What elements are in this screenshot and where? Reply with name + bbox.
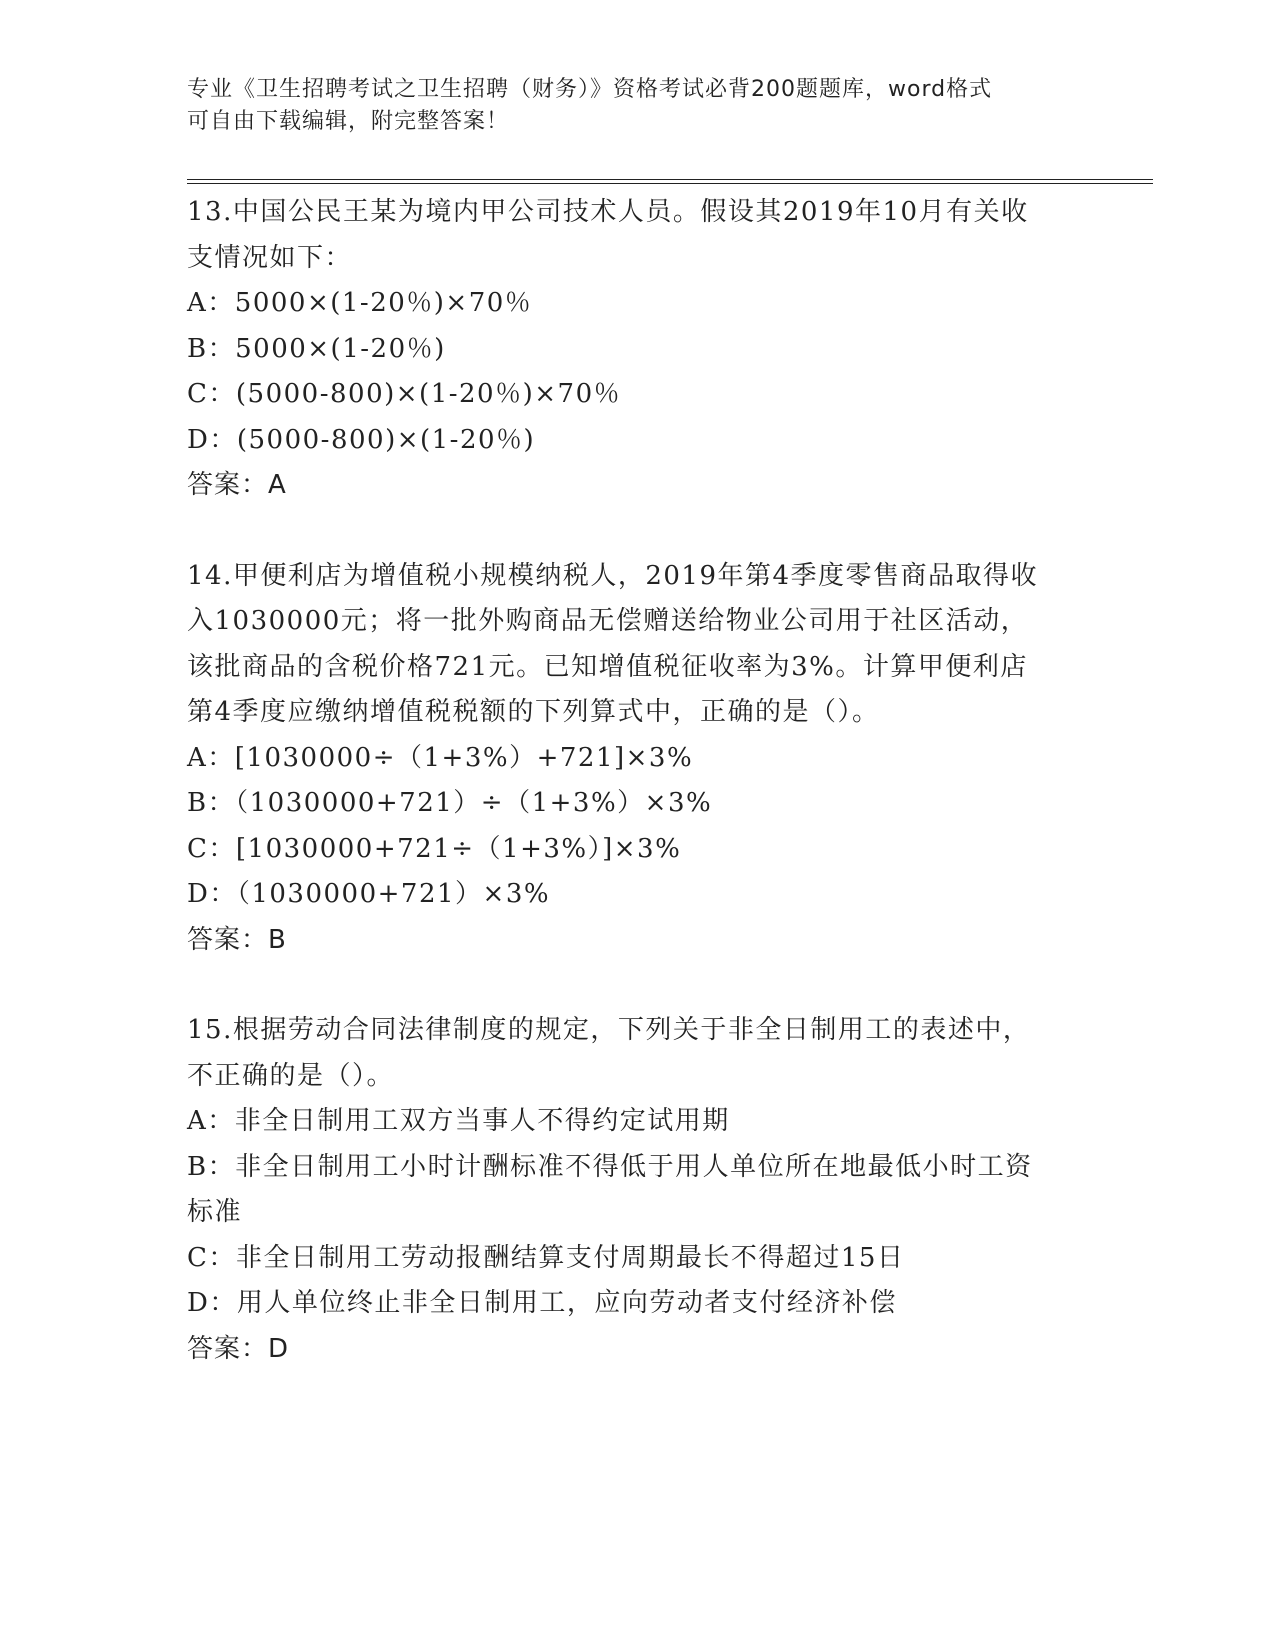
option-a: A：非全日制用工双方当事人不得约定试用期 [187,1106,730,1136]
questions-list [187,190,1087,1417]
option-b-continued: 标准 [187,1197,243,1227]
option-d: D：用人单位终止非全日制用工，应向劳动者支付经济补偿 [187,1288,897,1318]
option-b: B：（1030000+721）÷（1+3%）×3% [187,788,713,818]
question-stem-line: 14.甲便利店为增值税小规模纳税人，2019年第4季度零售商品取得收 [187,560,1039,591]
option-d: D：（1030000+721）×3% [187,879,551,909]
header-line-1: 专业《卫生招聘考试之卫生招聘（财务）》资格考试必背200题题库，word格式 [187,77,993,102]
option-b: B：5000×(1-20％) [187,333,446,364]
document-header [187,74,1087,138]
option-a: A：5000×(1-20％)×70％ [187,288,533,318]
answer: 答案：B [187,924,287,955]
option-c: C：非全日制用工劳动报酬结算支付周期最长不得超过15日 [187,1242,905,1273]
question-stem-line: 入1030000元；将一批外购商品无偿赠送给物业公司用于社区活动， [187,606,1029,636]
option-c: C：(5000-800)×(1-20％)×70％ [187,379,622,409]
answer: 答案：A [187,470,287,500]
question-stem-line: 不正确的是（）。 [187,1060,395,1091]
question-13 [187,190,1087,509]
question-stem-line: 13.中国公民王某为境内甲公司技术人员。假设其2019年10月有关收 [187,197,1029,227]
header-line-2: 可自由下载编辑，附完整答案！ [187,109,510,134]
option-d: D：(5000-800)×(1-20％) [187,424,536,455]
question-stem-line: 该批商品的含税价格721元。已知增值税征收率为3%。计算甲便利店 [187,651,1028,682]
header-divider-bottom [187,183,1153,184]
option-b: B：非全日制用工小时计酬标准不得低于用人单位所在地最低小时工资 [187,1151,1033,1182]
question-stem-line: 第4季度应缴纳增值税税额的下列算式中，正确的是（）。 [187,697,880,727]
question-15 [187,1008,1087,1372]
option-c: C：[1030000+721÷（1+3%）]×3% [187,833,682,864]
header-divider-top [187,179,1153,180]
question-14 [187,554,1087,964]
question-stem-line: 支情况如下： [187,242,353,273]
answer: 答案：D [187,1333,290,1364]
option-a: A：[1030000÷（1+3%）+721]×3% [187,742,694,773]
question-stem-line: 15.根据劳动合同法律制度的规定，下列关于非全日制用工的表述中， [187,1015,1031,1045]
